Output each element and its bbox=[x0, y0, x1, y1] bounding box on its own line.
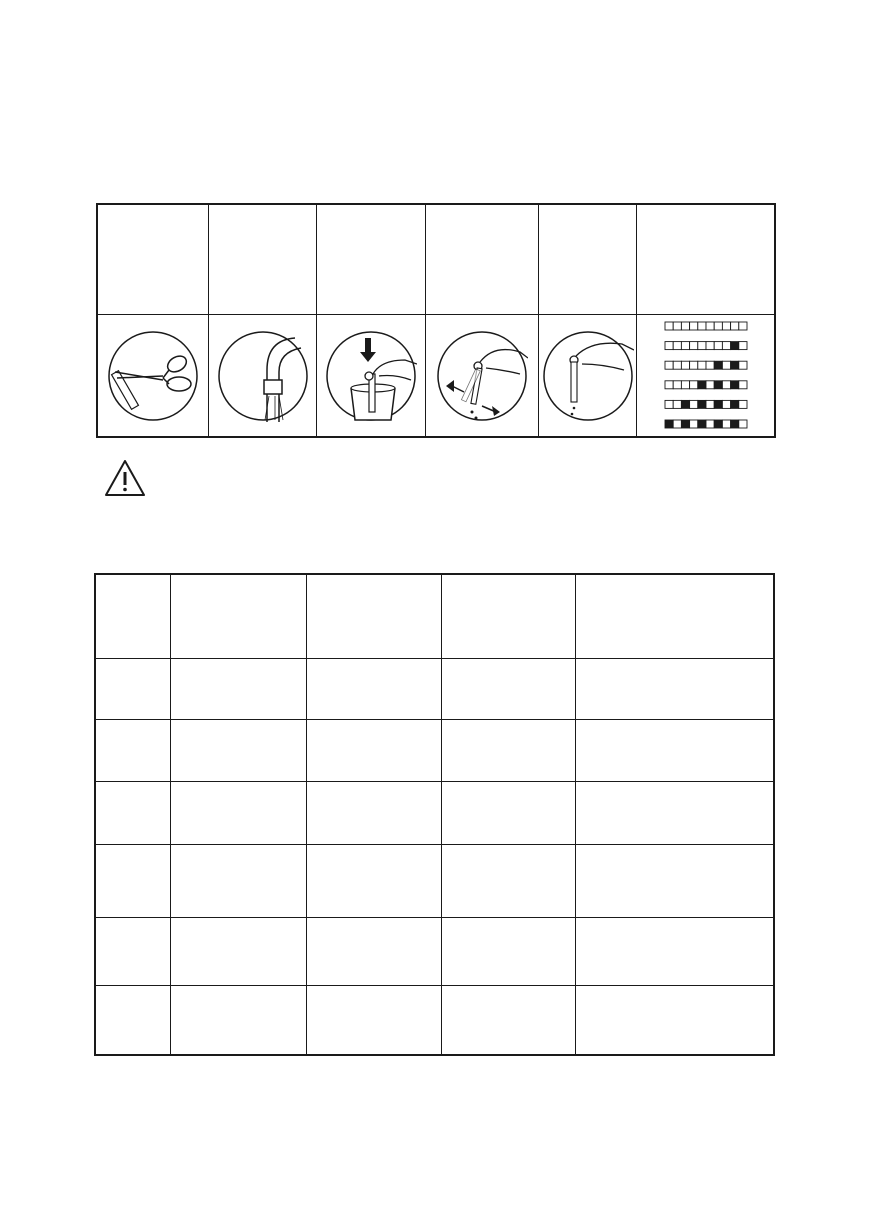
step-5-column bbox=[539, 205, 637, 436]
empty-pad bbox=[714, 322, 722, 330]
filled-pad bbox=[697, 380, 705, 388]
empty-pad bbox=[665, 380, 673, 388]
warning-text bbox=[160, 466, 760, 486]
step-3-column bbox=[317, 205, 426, 436]
step-2-text bbox=[209, 205, 316, 315]
step-1-column bbox=[98, 205, 209, 436]
step-2-column bbox=[209, 205, 317, 436]
filled-pad bbox=[681, 420, 689, 428]
empty-pad bbox=[681, 341, 689, 349]
water-hardness-table bbox=[94, 573, 775, 1056]
empty-pad bbox=[689, 361, 697, 369]
empty-pad bbox=[697, 341, 705, 349]
filled-pad bbox=[714, 420, 722, 428]
table-cell bbox=[96, 986, 171, 1056]
table-cell bbox=[96, 659, 171, 719]
step-6-column bbox=[637, 205, 774, 436]
table-header-cell bbox=[442, 575, 576, 658]
empty-pad bbox=[681, 361, 689, 369]
empty-pad bbox=[722, 322, 730, 330]
table-cell bbox=[171, 659, 307, 719]
warning-triangle-icon bbox=[104, 459, 146, 497]
test-procedure-table bbox=[96, 203, 776, 438]
empty-pad bbox=[673, 361, 681, 369]
scale-strip-row bbox=[665, 420, 747, 428]
table-row bbox=[96, 659, 773, 720]
empty-pad bbox=[706, 420, 714, 428]
empty-pad bbox=[738, 400, 746, 408]
running-tap-icon bbox=[217, 330, 309, 422]
strip-result-scale-icon bbox=[664, 320, 748, 432]
filled-pad bbox=[730, 341, 738, 349]
empty-pad bbox=[722, 341, 730, 349]
table-cell bbox=[442, 782, 576, 844]
table-cell bbox=[442, 986, 576, 1056]
table-cell bbox=[576, 845, 773, 917]
table-cell bbox=[171, 918, 307, 985]
empty-pad bbox=[689, 380, 697, 388]
table-cell bbox=[576, 918, 773, 985]
filled-pad bbox=[730, 400, 738, 408]
table-cell bbox=[442, 720, 576, 781]
filled-pad bbox=[714, 361, 722, 369]
table-header-cell bbox=[171, 575, 307, 658]
table-cell bbox=[96, 720, 171, 781]
empty-pad bbox=[706, 341, 714, 349]
empty-pad bbox=[673, 380, 681, 388]
empty-pad bbox=[738, 420, 746, 428]
scissors-cutting-strip-icon bbox=[107, 330, 199, 422]
table-cell bbox=[307, 659, 442, 719]
empty-pad bbox=[697, 361, 705, 369]
empty-pad bbox=[689, 420, 697, 428]
empty-pad bbox=[706, 322, 714, 330]
step-1-text bbox=[98, 205, 208, 315]
empty-pad bbox=[738, 322, 746, 330]
table-cell bbox=[171, 782, 307, 844]
scale-strip-row bbox=[665, 380, 747, 388]
step-3-text bbox=[317, 205, 425, 315]
table-row bbox=[96, 918, 773, 986]
hold-strip-icon bbox=[542, 330, 634, 422]
table-cell bbox=[171, 720, 307, 781]
filled-pad bbox=[714, 380, 722, 388]
empty-pad bbox=[714, 341, 722, 349]
filled-pad bbox=[714, 400, 722, 408]
filled-pad bbox=[665, 420, 673, 428]
table-header-row bbox=[96, 575, 773, 659]
empty-pad bbox=[673, 322, 681, 330]
shake-strip-icon bbox=[436, 330, 528, 422]
scale-strip-row bbox=[665, 322, 747, 330]
table-cell bbox=[307, 918, 442, 985]
table-cell bbox=[171, 845, 307, 917]
table-row bbox=[96, 720, 773, 782]
table-cell bbox=[171, 986, 307, 1056]
step-5-text bbox=[539, 205, 636, 315]
empty-pad bbox=[681, 380, 689, 388]
empty-pad bbox=[738, 341, 746, 349]
table-cell bbox=[307, 782, 442, 844]
table-row bbox=[96, 845, 773, 918]
scale-strip-row bbox=[665, 361, 747, 369]
empty-pad bbox=[722, 400, 730, 408]
empty-pad bbox=[665, 341, 673, 349]
table-header-cell bbox=[96, 575, 171, 658]
empty-pad bbox=[681, 322, 689, 330]
scale-strip-row bbox=[665, 400, 747, 408]
empty-pad bbox=[665, 400, 673, 408]
empty-pad bbox=[673, 341, 681, 349]
empty-pad bbox=[689, 400, 697, 408]
filled-pad bbox=[730, 361, 738, 369]
step-6-text bbox=[637, 205, 774, 315]
dip-strip-in-glass-icon bbox=[325, 330, 417, 422]
table-cell bbox=[96, 918, 171, 985]
table-cell bbox=[307, 845, 442, 917]
table-row bbox=[96, 782, 773, 845]
scale-strip-row bbox=[665, 341, 747, 349]
step-4-column bbox=[426, 205, 539, 436]
filled-pad bbox=[681, 400, 689, 408]
empty-pad bbox=[738, 380, 746, 388]
table-row bbox=[96, 986, 773, 1056]
table-cell bbox=[442, 845, 576, 917]
filled-pad bbox=[697, 400, 705, 408]
table-cell bbox=[307, 986, 442, 1056]
empty-pad bbox=[722, 420, 730, 428]
table-cell bbox=[442, 918, 576, 985]
filled-pad bbox=[697, 420, 705, 428]
table-header-cell bbox=[576, 575, 773, 658]
table-cell bbox=[96, 782, 171, 844]
table-cell bbox=[576, 659, 773, 719]
table-cell bbox=[442, 659, 576, 719]
empty-pad bbox=[689, 322, 697, 330]
empty-pad bbox=[722, 361, 730, 369]
table-cell bbox=[576, 720, 773, 781]
empty-pad bbox=[706, 400, 714, 408]
empty-pad bbox=[673, 420, 681, 428]
empty-pad bbox=[689, 341, 697, 349]
empty-pad bbox=[697, 322, 705, 330]
filled-pad bbox=[730, 420, 738, 428]
table-cell bbox=[576, 782, 773, 844]
empty-pad bbox=[673, 400, 681, 408]
empty-pad bbox=[738, 361, 746, 369]
filled-pad bbox=[730, 380, 738, 388]
empty-pad bbox=[665, 361, 673, 369]
empty-pad bbox=[706, 361, 714, 369]
empty-pad bbox=[665, 322, 673, 330]
empty-pad bbox=[730, 322, 738, 330]
step-4-text bbox=[426, 205, 538, 315]
table-cell bbox=[96, 845, 171, 917]
table-cell bbox=[307, 720, 442, 781]
table-cell bbox=[576, 986, 773, 1056]
table-header-cell bbox=[307, 575, 442, 658]
empty-pad bbox=[706, 380, 714, 388]
empty-pad bbox=[722, 380, 730, 388]
